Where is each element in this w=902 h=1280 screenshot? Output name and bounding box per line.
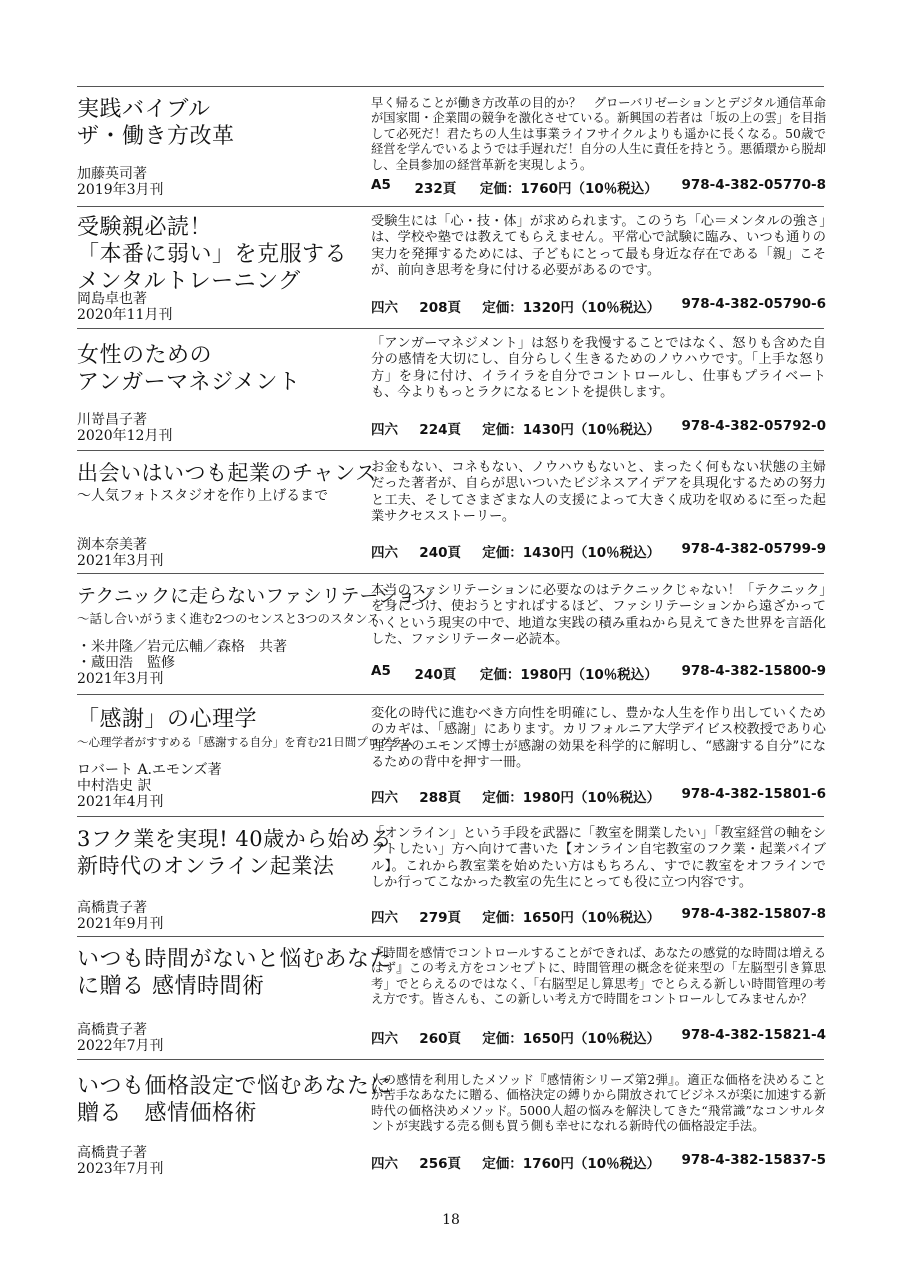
book-title: 実践バイブル ザ・働き方改革 [77, 97, 235, 149]
book-description: 人の感情を利用したメソッド『感情術シリーズ第2弾』。適正な価格を決めることが苦手なあなたに贈る、価格決定の縛りから開放されてビジネスが楽に加速する新時代の価格決めメソッド。5000人超の悩みを解決してきた“飛常識”なコンサルタントが実践する売る側も買う側も幸せになれる新時代の価格設定手法。 [371, 1073, 826, 1134]
book-description: 「オンライン」という手段を武器に「教室を開業したい」「教室経営の軸をシフトしたい」方へ向けて書いた【オンライン自宅教室のフク業・起業バイブル】。これから教室業を始めたい方はもちろん、すでに教室をオフラインでしか行ってこなかった教室の先生にとっても役に立つ内容です。 [371, 826, 826, 891]
book-authors: 高橋貴子著 2022年7月刊 [77, 1022, 164, 1054]
book-description: 本当のファシリテーションに必要なのはテクニックじゃない！「テクニック」を身につけ、使おうとすればするほど、ファシリテーションから遠ざかっていくという現実の中で、地道な実践の積み重ねから見えてきた世界を言語化した、ファシリテーター必読本。 [371, 583, 826, 648]
book-spec: A5 240頁 定価：1980円（10％税込） 978-4-382-15800-9 [371, 663, 826, 683]
book-title: 受験親必読！ 「本番に弱い」を克服する メンタルトレーニング [77, 215, 348, 294]
divider [77, 573, 824, 574]
book-entry [77, 583, 824, 691]
divider [77, 694, 824, 695]
book-title: テクニックに走らないファシリテーション ～話し合いがうまく進む2つのセンスと3つのスタンス [77, 585, 435, 626]
book-title: 出会いはいつも起業のチャンス ～人気フォトスタジオを作り上げるまで [77, 461, 377, 504]
book-subtitle: ～心理学者がすすめる「感謝する自分」を育む21日間プログラム [77, 735, 414, 749]
book-authors: 岡島卓也著 2020年11月刊 [77, 291, 173, 323]
divider [77, 816, 824, 817]
book-authors: 加藤英司著 2019年3月刊 [77, 166, 164, 198]
book-entry [77, 946, 824, 1056]
book-spec: 四六 224頁 定価：1430円（10％税込） 978-4-382-05792-0 [371, 418, 826, 438]
book-entry [77, 336, 826, 446]
book-subtitle: ～話し合いがうまく進む2つのセンスと3つのスタンス [77, 611, 380, 626]
book-spec: A5 232頁 定価：1760円（10％税込） 978-4-382-05770-8 [371, 177, 826, 197]
book-spec: 四六 260頁 定価：1650円（10％税込） 978-4-382-15821-4 [371, 1027, 826, 1047]
divider [77, 936, 824, 937]
book-entry [77, 460, 824, 570]
book-subtitle: ～人気フォトスタジオを作り上げるまで [77, 488, 329, 504]
book-spec: 四六 208頁 定価：1320円（10％税込） 978-4-382-05790-6 [371, 296, 826, 316]
divider [77, 206, 824, 207]
book-entry [77, 96, 824, 200]
book-description: お金もない、コネもない、ノウハウもないと、まったく何もない状態の主婦だった著者が、自らが思いついたビジネスアイデアを具現化するための努力と工夫、そしてさまざまな人の支援によって大きく成功を収めるに至った起業サクセスストーリー。 [371, 460, 826, 525]
book-description: 受験生には「心・技・体」が求められます。このうち「心＝メンタルの強さ」は、学校や塾では教えてもらえません。平常心で試験に臨み、いつも通りの実力を発揮するためには、子どもにとって最も身近な存在である「親」こそが、前向き思考を身に付ける必要があるのです。 [371, 214, 826, 279]
divider [77, 328, 824, 329]
book-authors: ロバート A.エモンズ著 中村浩史 訳 2021年4月刊 [77, 762, 222, 810]
divider [77, 86, 824, 87]
book-title: いつも価格設定で悩むあなたに 贈る 感情価格術 [77, 1074, 393, 1126]
book-entry [77, 1073, 824, 1181]
book-title: いつも時間がないと悩むあなた に贈る 感情時間術 [77, 947, 393, 999]
divider [77, 1059, 824, 1060]
book-spec: 四六 240頁 定価：1430円（10％税込） 978-4-382-05799-9 [371, 541, 826, 561]
book-authors: 高橋貴子著 2021年9月刊 [77, 900, 164, 932]
book-description: 『時間を感情でコントロールすることができれば、あなたの感覚的な時間は増えるはず』この考え方をコンセプトに、時間管理の概念を従来型の「左脳型引き算思考」でとらえるのではなく、「右脳型足し算思考」でとらえる新しい時間管理の考え方です。皆さんも、この新しい考え方で時間をコントロールしてみませんか？ [371, 946, 826, 1007]
book-authors: 高橋貴子著 2023年7月刊 [77, 1145, 164, 1177]
book-entry [77, 706, 824, 814]
book-title: 3フク業を実現! 40歳から始める 新時代のオンライン起業法 [77, 827, 393, 878]
book-spec: 四六 279頁 定価：1650円（10％税込） 978-4-382-15807-8 [371, 906, 826, 926]
book-description: 「アンガーマネジメント」は怒りを我慢することではなく、怒りも含めた自分の感情を大切にし、自分らしく生きるためのノウハウです。「上手な怒り方」を身に付け、イライラを自分でコントロールし、仕事もプライベートも、今よりもっとラクになるヒントを提供します。 [371, 336, 826, 401]
book-authors: 渕本奈美著 2021年3月刊 [77, 537, 164, 569]
book-spec: 四六 288頁 定価：1980円（10％税込） 978-4-382-15801-6 [371, 786, 826, 806]
book-description: 変化の時代に進むべき方向性を明確にし、豊かな人生を作り出していくためのカギは、「感謝」にあります。カリフォルニア大学デイビス校教授であり心理学者のエモンズ博士が感謝の効果を科学的に解明し、“感謝する自分”になるための背中を押す一冊。 [371, 706, 826, 771]
book-authors: 川嵜昌子著 2020年12月刊 [77, 412, 173, 444]
book-description: 早く帰ることが働き方改革の目的か？ グローバリゼーションとデジタル通信革命が国家間・企業間の競争を激化させている。新興国の若者は「坂の上の雲」を目指して必死だ！君たちの人生は事業ライフサイクルよりも遥かに長くなる。50歳で経営を学んでいるようでは手遅れだ！自分の人生に責任を持とう。悪循環から脱却し、全員参加の経営革新を実現しよう。 [371, 96, 826, 172]
book-spec: 四六 256頁 定価：1760円（10％税込） 978-4-382-15837-5 [371, 1152, 826, 1172]
book-entry [77, 214, 824, 324]
book-title: 女性のための アンガーマネジメント [77, 343, 301, 395]
page-number: 18 [442, 1212, 460, 1228]
book-entry [77, 826, 824, 934]
book-authors: ・米井隆／岩元広輔／森格 共著 ・蔵田浩 監修 2021年3月刊 [77, 639, 287, 687]
divider [77, 450, 824, 451]
book-title: 「感謝」の心理学 ～心理学者がすすめる「感謝する自分」を育む21日間プログラム [77, 707, 414, 749]
